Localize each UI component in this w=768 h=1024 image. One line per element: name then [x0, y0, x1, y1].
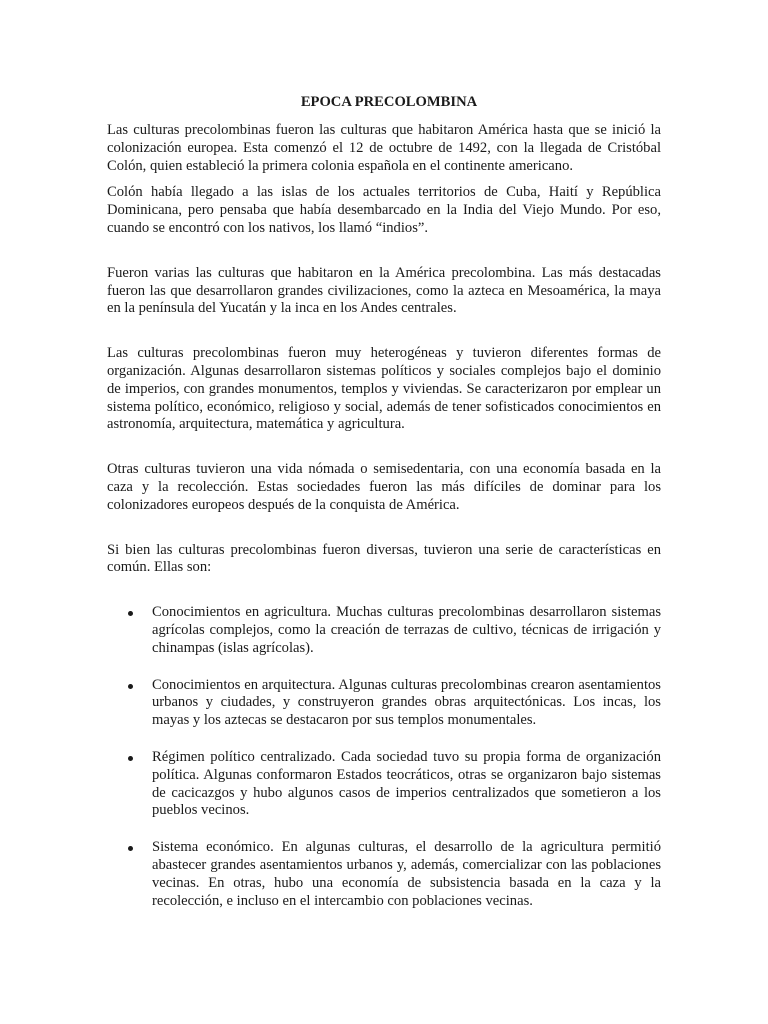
paragraph-nomadic: Otras culturas tuvieron una vida nómada o semisedentaria, con una economía basada en la caza y la recolección. Estas sociedades fueron las más difíciles de dominar para los colonizadores europeos después de la conquista de América.	[107, 461, 661, 513]
document-title: EPOCA PRECOLOMBINA	[300, 94, 478, 110]
bullet-icon	[128, 756, 133, 761]
characteristics-list	[107, 604, 661, 910]
list-item-text: Sistema económico. En algunas culturas, el desarrollo de la agricultura permitió abastecer grandes asentamientos urbanos y, además, comercializar con las poblaciones vecinas. En otras, hubo una economía de subsistencia basada en la caza y la recolección, e incluso en el intercambio con poblaciones vecinas.	[152, 839, 661, 909]
paragraph-intro: Las culturas precolombinas fueron las culturas que habitaron América hasta que se inició la colonización europea. Esta comenzó el 12 de octubre de 1492, con la llegada de Cristóbal Colón, quien estableció la primera colonia española en el continente americano.	[107, 122, 661, 174]
list-item	[107, 604, 661, 657]
paragraph-heterogeneous: Las culturas precolombinas fueron muy heterogéneas y tuvieron diferentes formas de organización. Algunas desarrollaron sistemas políticos y sociales complejos bajo el dominio de imperios, con grandes monumentos, templos y viviendas. Se caracterizaron por emplear un sistema político, económico, religioso y social, además de tener sofisticados conocimientos en astronomía, arquitectura, matemática y agricultura.	[107, 345, 661, 433]
list-item	[107, 677, 661, 730]
list-item-text: Conocimientos en agricultura. Muchas culturas precolombinas desarrollaron sistemas agrícolas complejos, como la creación de terrazas de cultivo, técnicas de irrigación y chinampas (islas agrícolas).	[152, 604, 661, 656]
list-item	[107, 749, 661, 820]
paragraph-characteristics: Si bien las culturas precolombinas fueron diversas, tuvieron una serie de características en común. Ellas son:	[107, 541, 661, 576]
bullet-icon	[128, 684, 133, 689]
list-item-text: Conocimientos en arquitectura. Algunas culturas precolombinas crearon asentamientos urbanos y ciudades, y construyeron grandes obras arquitectónicas. Los incas, los mayas y los aztecas se destacaron por sus templos monumentales.	[152, 676, 661, 729]
bullet-icon	[128, 846, 133, 851]
bullet-icon	[128, 611, 133, 616]
list-item-text: Régimen político centralizado. Cada sociedad tuvo su propia forma de organización política. Algunas conformaron Estados teocráticos, otras se organizaron bajo sistemas de cacicazgos y hubo algunos casos de imperios centralizados que sometieron a los pueblos vecinos.	[152, 748, 661, 819]
paragraph-cultures: Fueron varias las culturas que habitaron en la América precolombina. Las más destacadas fueron las que desarrollaron grandes civilizaciones, como la azteca en Mesoamérica, la maya en la península del Yucatán y la inca en los Andes centrales.	[107, 264, 661, 317]
list-item	[107, 839, 661, 910]
paragraph-colon: Colón había llegado a las islas de los actuales territorios de Cuba, Haití y República Dominicana, pero pensaba que había desembarcado en la India del Viejo Mundo. Por eso, cuando se encontró con los nativos, los llamó “indios”.	[107, 184, 661, 236]
